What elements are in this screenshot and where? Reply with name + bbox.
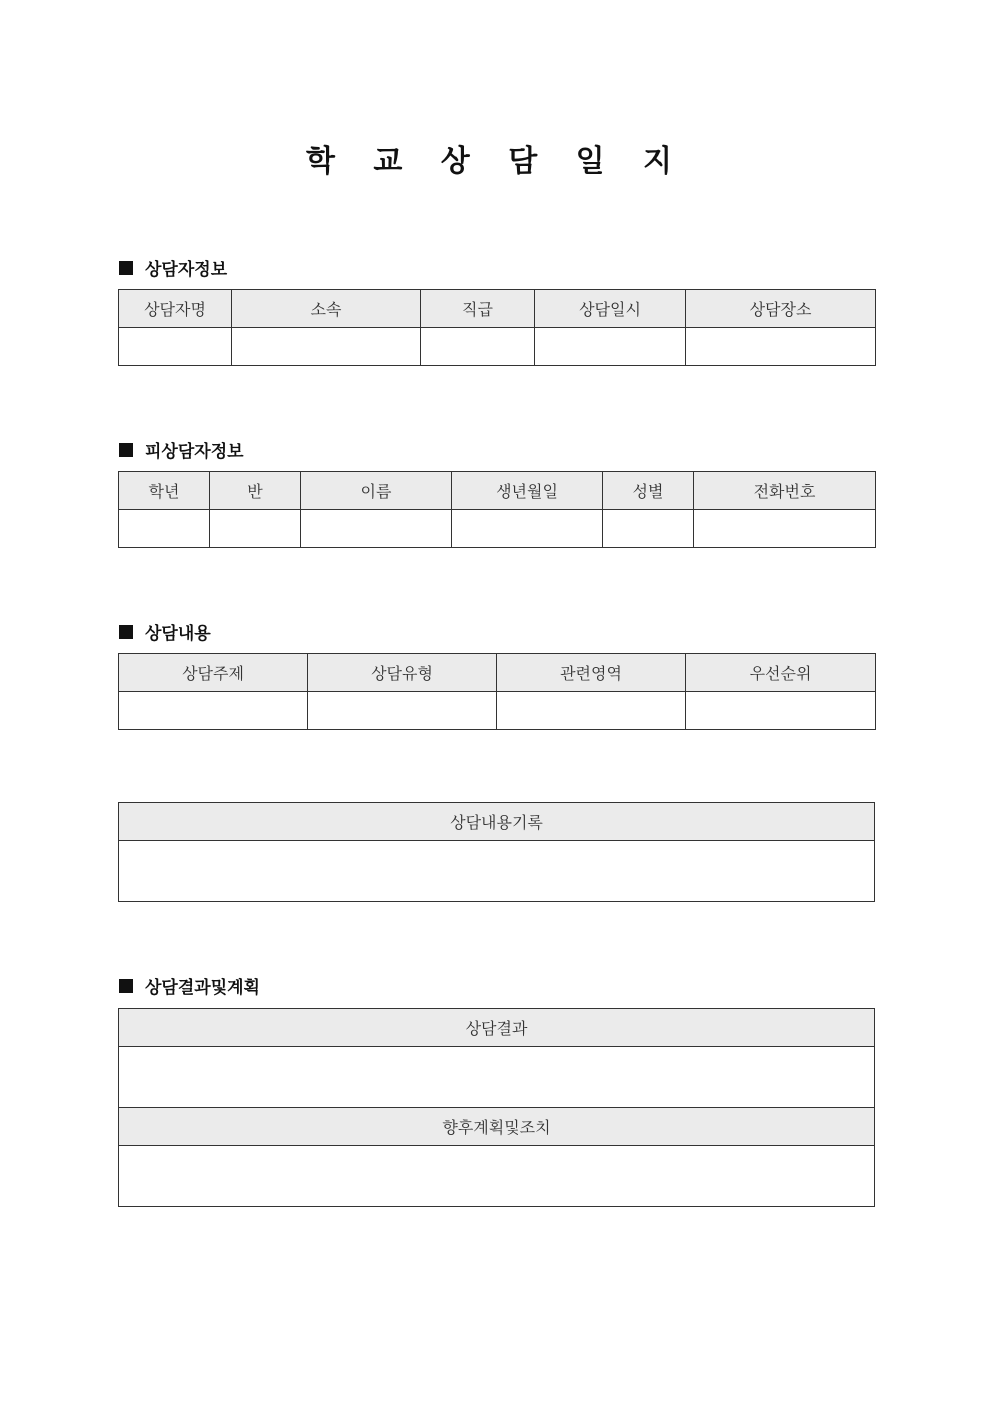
column-header: 반 bbox=[210, 472, 301, 510]
counsel-datetime-field[interactable] bbox=[535, 328, 686, 366]
table-row bbox=[119, 510, 876, 548]
section-heading-content bbox=[119, 619, 211, 644]
column-header: 상담자명 bbox=[119, 290, 232, 328]
topic-field[interactable] bbox=[119, 692, 308, 730]
counsel-record-table bbox=[118, 802, 875, 902]
result-field[interactable] bbox=[119, 1047, 875, 1108]
result-plan-table bbox=[118, 1008, 875, 1207]
gender-field[interactable] bbox=[603, 510, 694, 548]
square-bullet-icon bbox=[119, 261, 133, 275]
table-row bbox=[119, 1047, 875, 1108]
section-heading-counselee bbox=[119, 437, 244, 462]
column-header: 성별 bbox=[603, 472, 694, 510]
square-bullet-icon bbox=[119, 979, 133, 993]
grade-field[interactable] bbox=[119, 510, 210, 548]
plan-field[interactable] bbox=[119, 1146, 875, 1207]
page-title: 학 교 상 담 일 지 bbox=[305, 144, 687, 179]
name-field[interactable] bbox=[301, 510, 452, 548]
column-header: 전화번호 bbox=[694, 472, 876, 510]
table-header-row bbox=[119, 290, 876, 328]
table-row bbox=[119, 692, 876, 730]
column-header: 직급 bbox=[421, 290, 535, 328]
column-header: 상담주제 bbox=[119, 654, 308, 692]
counsel-content-table bbox=[118, 653, 876, 730]
square-bullet-icon bbox=[119, 625, 133, 639]
column-header: 상담유형 bbox=[308, 654, 497, 692]
column-header: 생년월일 bbox=[452, 472, 603, 510]
table-row bbox=[119, 1146, 875, 1207]
type-field[interactable] bbox=[308, 692, 497, 730]
counselor-info-table bbox=[118, 289, 876, 366]
table-header-row bbox=[119, 1009, 875, 1047]
section-title: 상담내용 bbox=[145, 624, 211, 644]
record-field[interactable] bbox=[119, 841, 875, 902]
phone-field[interactable] bbox=[694, 510, 876, 548]
table-header-row bbox=[119, 803, 875, 841]
table-header-row bbox=[119, 654, 876, 692]
table-header-row bbox=[119, 472, 876, 510]
counselee-info-table bbox=[118, 471, 876, 548]
section-title: 피상담자정보 bbox=[145, 442, 244, 462]
section-heading-counselor bbox=[119, 255, 227, 280]
priority-field[interactable] bbox=[686, 692, 876, 730]
column-header: 상담결과 bbox=[119, 1009, 875, 1047]
table-row bbox=[119, 328, 876, 366]
affiliation-field[interactable] bbox=[232, 328, 421, 366]
column-header: 상담장소 bbox=[686, 290, 876, 328]
column-header: 소속 bbox=[232, 290, 421, 328]
column-header: 이름 bbox=[301, 472, 452, 510]
counsel-place-field[interactable] bbox=[686, 328, 876, 366]
column-header: 우선순위 bbox=[686, 654, 876, 692]
section-title: 상담자정보 bbox=[145, 260, 228, 280]
table-header-row bbox=[119, 1108, 875, 1146]
area-field[interactable] bbox=[497, 692, 686, 730]
column-header: 향후계획및조치 bbox=[119, 1108, 875, 1146]
counselor-name-field[interactable] bbox=[119, 328, 232, 366]
position-field[interactable] bbox=[421, 328, 535, 366]
section-heading-result bbox=[119, 973, 260, 998]
birthdate-field[interactable] bbox=[452, 510, 603, 548]
section-title: 상담결과및계획 bbox=[145, 978, 260, 998]
square-bullet-icon bbox=[119, 443, 133, 457]
column-header: 학년 bbox=[119, 472, 210, 510]
column-header: 상담내용기록 bbox=[119, 803, 875, 841]
column-header: 관련영역 bbox=[497, 654, 686, 692]
class-field[interactable] bbox=[210, 510, 301, 548]
column-header: 상담일시 bbox=[535, 290, 686, 328]
table-row bbox=[119, 841, 875, 902]
